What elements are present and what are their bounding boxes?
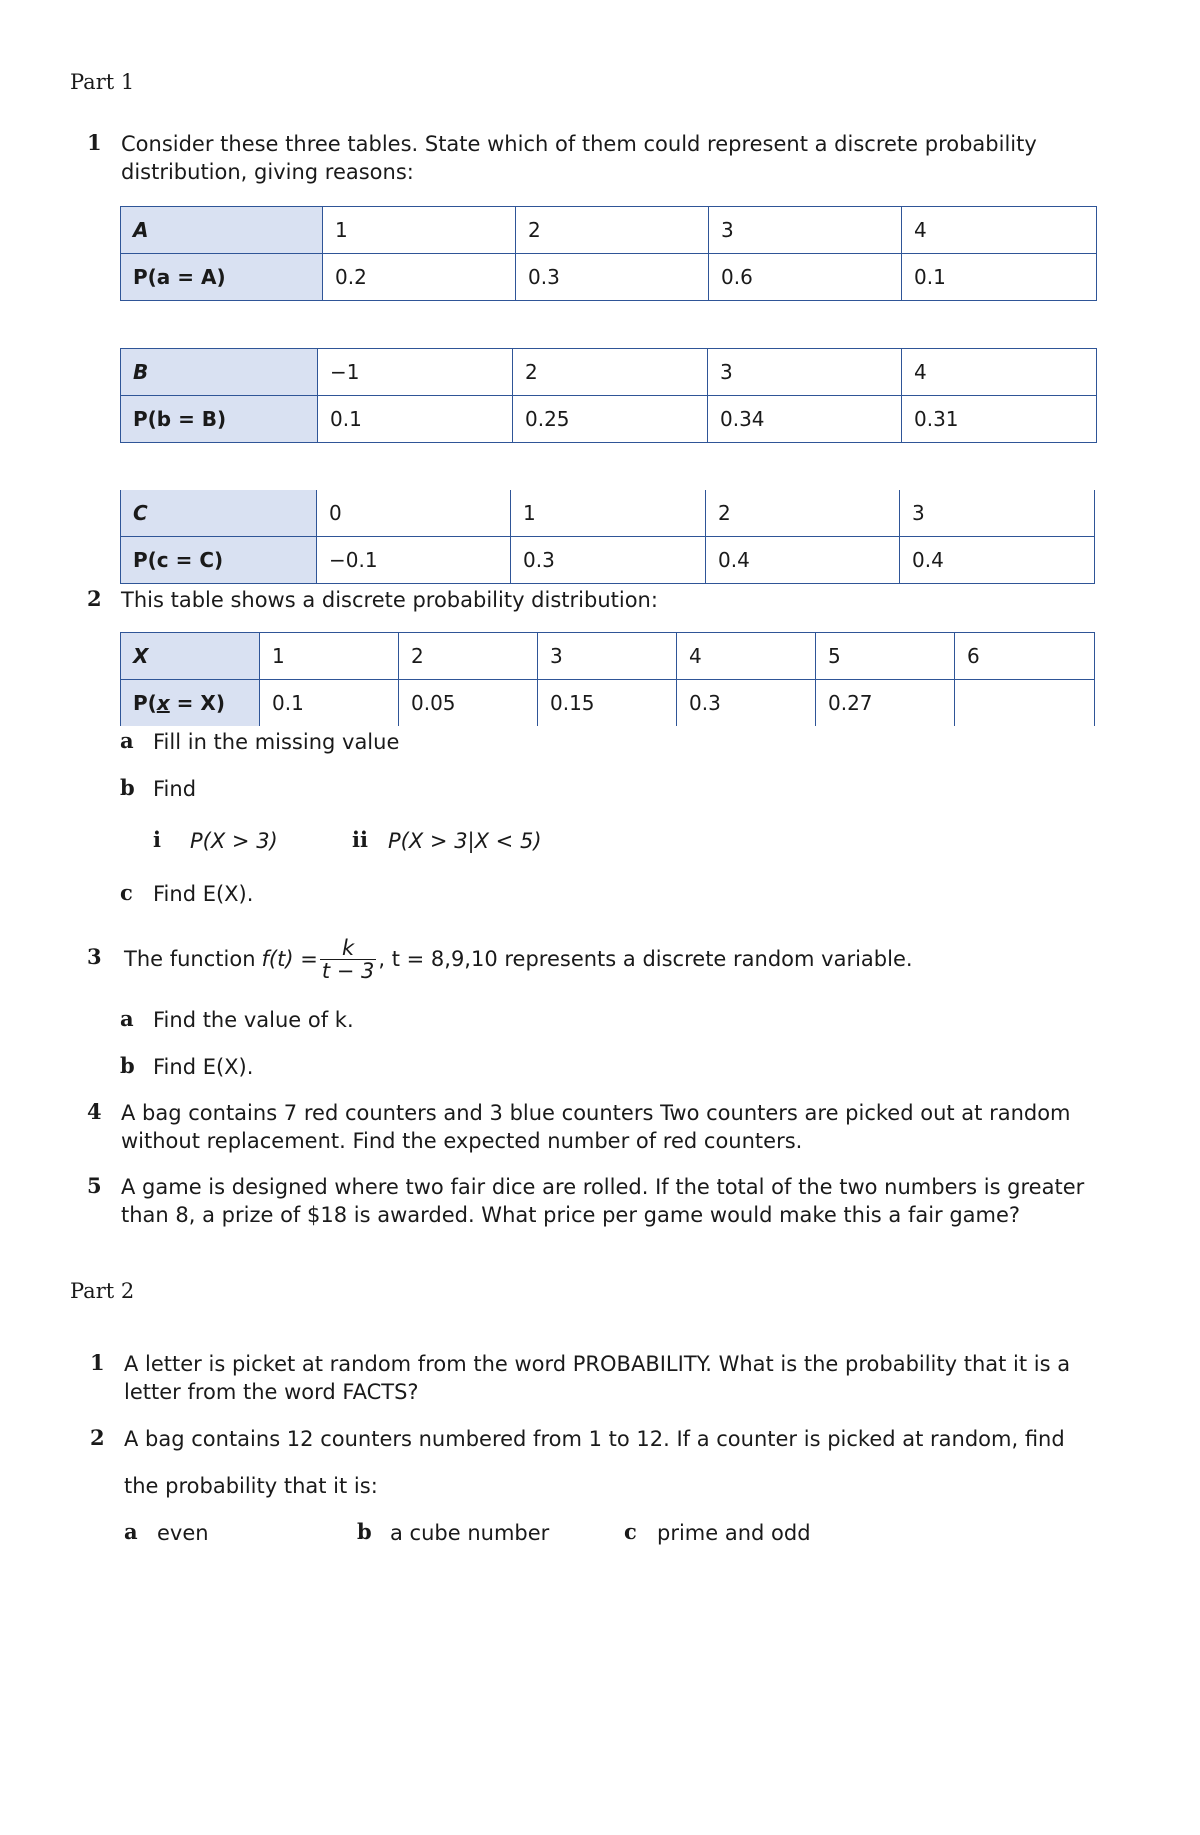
- table-cell: 0.15: [538, 680, 677, 727]
- table-cell-missing: [955, 680, 1095, 727]
- subpart-label: a: [120, 728, 134, 753]
- question-5-line-1: A game is designed where two fair dice are rolled. If the total of the two numbers is greater: [121, 1175, 1085, 1199]
- table-cell: 6: [955, 633, 1095, 680]
- table-cell: 0.27: [816, 680, 955, 727]
- table-cell: 0.2: [323, 254, 516, 301]
- table-cell: −0.1: [317, 537, 511, 584]
- question-4-line-2: without replacement. Find the expected number of red counters.: [121, 1129, 803, 1153]
- question-number: 1: [90, 1350, 105, 1375]
- part-2-title: Part 2: [70, 1279, 135, 1303]
- table-b: [120, 348, 1097, 443]
- table-a: [120, 206, 1097, 301]
- subpart-c-text: Find E(X).: [153, 882, 254, 906]
- question-1-text: Consider these three tables. State which of them could represent a discrete probability distribution, giving reasons:: [121, 132, 1037, 184]
- question-number: 2: [87, 586, 102, 611]
- subpart-label: b: [120, 775, 135, 800]
- part2-question-2-line-2: the probability that it is:: [124, 1474, 378, 1498]
- table-cell: 0.4: [706, 537, 900, 584]
- table-cell: 0.34: [708, 396, 902, 443]
- table-cell: 1: [260, 633, 399, 680]
- question-5-line-2: than 8, a prize of $18 is awarded. What price per game would make this a fair game?: [121, 1203, 1021, 1227]
- table-c-header: C: [121, 490, 317, 537]
- table-cell: 0.6: [709, 254, 902, 301]
- question-2-text: This table shows a discrete probability distribution:: [121, 588, 658, 612]
- table-cell: 5: [816, 633, 955, 680]
- question-number: 2: [90, 1425, 105, 1450]
- table-a-header: A: [121, 207, 323, 254]
- subpart-b-text: a cube number: [390, 1521, 550, 1545]
- question-4-line-1: A bag contains 7 red counters and 3 blue counters Two counters are picked out at random: [121, 1101, 1071, 1125]
- subpart-b-text: Find E(X).: [153, 1055, 254, 1079]
- subpart-a-text: even: [157, 1521, 209, 1545]
- table-cell: 4: [902, 207, 1097, 254]
- question-number: 4: [87, 1099, 102, 1124]
- table-cell: 0.25: [513, 396, 708, 443]
- subpart-label: a: [124, 1519, 138, 1544]
- table-cell: 2: [706, 490, 900, 537]
- table-cell: 4: [902, 349, 1097, 396]
- question-number: 3: [87, 944, 102, 969]
- table-cell: 3: [709, 207, 902, 254]
- table-a-prob-label: P(a = A): [121, 254, 323, 301]
- table-cell: 2: [513, 349, 708, 396]
- question-3-text: The function f(t) = $\frac{k}{t - 3}$ , t = 8,9,10 represents a discrete random variable.: [124, 935, 913, 983]
- subpart-label: a: [120, 1006, 134, 1031]
- table-x: [120, 632, 1095, 726]
- table-cell: 4: [677, 633, 816, 680]
- table-cell: 3: [708, 349, 902, 396]
- subpart-a-text: Find the value of k.: [153, 1008, 354, 1032]
- table-cell: 0.4: [900, 537, 1095, 584]
- subpart-bi-text: P(X > 3): [190, 829, 278, 853]
- table-cell: 3: [538, 633, 677, 680]
- subpart-label: b: [357, 1519, 372, 1544]
- table-cell: 2: [399, 633, 538, 680]
- subpart-a-text: Fill in the missing value: [153, 730, 400, 754]
- subpart-label: b: [120, 1053, 135, 1078]
- table-cell: 0.1: [260, 680, 399, 727]
- subpart-label: c: [120, 880, 133, 905]
- table-cell: 0.3: [516, 254, 709, 301]
- question-number: 1: [87, 130, 102, 155]
- subpart-b-text: Find: [153, 777, 197, 801]
- part2-question-1-line-2: letter from the word FACTS?: [124, 1380, 419, 1404]
- table-cell: 2: [516, 207, 709, 254]
- subpart-c-text: prime and odd: [657, 1521, 811, 1545]
- table-c-prob-label: P(c = C): [121, 537, 317, 584]
- table-cell: 3: [900, 490, 1095, 537]
- part2-question-1-line-1: A letter is picket at random from the word PROBABILITY. What is the probability that it is a: [124, 1352, 1071, 1376]
- table-c: [120, 490, 1095, 584]
- table-b-header: B: [121, 349, 318, 396]
- table-x-header: X: [121, 633, 260, 680]
- table-cell: 1: [323, 207, 516, 254]
- table-x-prob-label: P(x = X): [121, 680, 260, 727]
- part2-question-2-line-1: A bag contains 12 counters numbered from 1 to 12. If a counter is picked at random, find: [124, 1427, 1065, 1451]
- part-1-title: Part 1: [70, 70, 135, 94]
- table-cell: 0.3: [677, 680, 816, 727]
- subpart-label: ii: [352, 827, 368, 852]
- subpart-bii-text: P(X > 3|X < 5): [388, 829, 542, 853]
- fraction: $\frac{k}{t - 3}$: [321, 935, 375, 983]
- table-b-prob-label: P(b = B): [121, 396, 318, 443]
- table-cell: 0: [317, 490, 511, 537]
- table-cell: −1: [318, 349, 513, 396]
- table-cell: 0.1: [318, 396, 513, 443]
- table-cell: 0.3: [511, 537, 706, 584]
- table-cell: 0.1: [902, 254, 1097, 301]
- question-number: 5: [87, 1173, 102, 1198]
- table-cell: 0.31: [902, 396, 1097, 443]
- table-cell: 1: [511, 490, 706, 537]
- table-cell: 0.05: [399, 680, 538, 727]
- subpart-label: i: [153, 827, 161, 852]
- subpart-label: c: [624, 1519, 637, 1544]
